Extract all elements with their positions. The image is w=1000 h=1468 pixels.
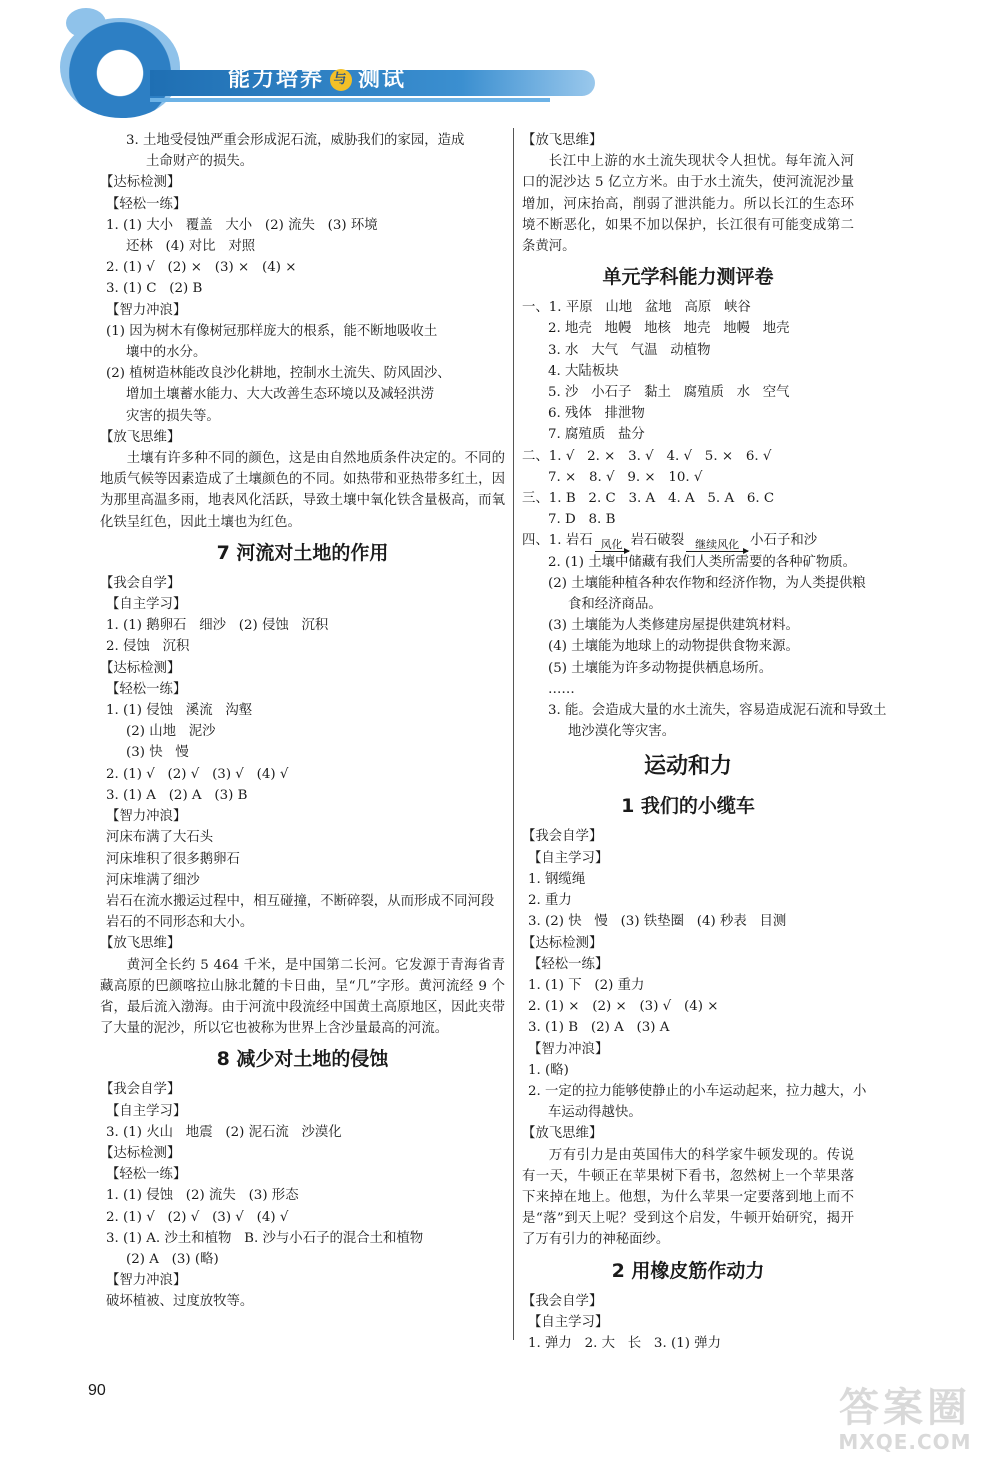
arrow-continued-weathering	[686, 539, 748, 552]
lesson-title: 2 用橡皮筋作动力	[611, 1259, 765, 1282]
subsection-tag: 【自主学习】	[528, 850, 609, 866]
answer-line: 2. (1) √ (2) × (3) × (4) ×	[106, 260, 297, 276]
section-tag: 【达标检测】	[522, 935, 603, 951]
answer-line: 增加土壤蓄水能力、大大改善生态环境以及减轻洪涝	[126, 387, 434, 403]
answer-line: 2. 一定的拉力能够使静止的小车运动起来，拉力越大，小	[528, 1083, 867, 1099]
section-tag: 【达标检测】	[100, 1145, 181, 1161]
answer-line: 3. 能。会造成大量的水土流失，容易造成泥石流和导致土	[548, 703, 887, 719]
answer-line: 3. 土地受侵蚀严重会形成泥石流，威胁我们的家园，造成	[126, 133, 465, 148]
answer-line: (2) 植树造林能改良沙化耕地，控制水土流失、防风固沙、	[106, 366, 451, 382]
reading-paragraph: 万有引力是由英国伟大的科学家牛顿发现的。传说有一天，牛顿正在苹果树下看书，忽然树上一个苹果落下来掉在地上。他想，为什么苹果一定要落到地上而不是“落”到天上呢？受到这个启发，牛顿开始研究，揭开了万有引力的神秘面纱。	[522, 1147, 854, 1248]
answer-line: 1. 钢缆绳	[528, 871, 586, 887]
mascot-logo-icon	[60, 18, 180, 118]
subsection-tag: 【智力冲浪】	[528, 1041, 609, 1057]
answer-line: (1) 因为树木有像树冠那样庞大的根系，能不断地吸收土	[106, 323, 438, 339]
answer-line: 三、1. B 2. C 3. A 4. A 5. A 6. C	[522, 491, 775, 507]
subsection-tag: 【自主学习】	[528, 1314, 609, 1330]
answer-line: 2. 地壳 地幔 地核 地壳 地幔 地壳	[548, 321, 790, 337]
answer-line: (2) 山地 泥沙	[126, 724, 216, 740]
answer-line: 车运动得越快。	[548, 1105, 642, 1121]
answer-line: 7. × 8. √ 9. × 10. √	[548, 469, 703, 485]
book-title-connector: 与	[330, 69, 352, 91]
left-column	[100, 130, 505, 1313]
right-column	[522, 130, 887, 1354]
header-underline	[150, 98, 550, 102]
answer-line: 3. (1) B (2) A (3) A	[528, 1020, 670, 1036]
reading-paragraph: 长江中上游的水土流失现状令人担忧。每年流入河口的泥沙达 5 亿立方米。由于水土流失，使河流泥沙量增加，河床抬高，削弱了泄洪能力。所以长江的生态环境不断恶化，如果不加以保护，长江很有可能变成第二条黄河。	[522, 154, 854, 255]
answer-line: (2) 土壤能种植各种农作物和经济作物，为人类提供粮	[548, 575, 866, 591]
answer-line: 河床布满了大石头	[106, 830, 214, 846]
answer-line: 2. (1) √ (2) √ (3) √ (4) √	[106, 1209, 289, 1225]
subsection-tag: 【轻松一练】	[106, 1167, 187, 1183]
weathering-process-line	[522, 530, 854, 551]
answer-line: (3) 快 慢	[126, 745, 189, 761]
answer-line: 还林 (4) 对比 对照	[126, 239, 256, 255]
arrow-label-continued-weathering: 继续风化	[695, 537, 740, 551]
answer-line: 1. (1) 侵蚀 (2) 流失 (3) 形态	[106, 1188, 299, 1204]
book-title-part2: 测试	[358, 67, 407, 92]
answer-line: 7. D 8. B	[548, 512, 616, 528]
arrow-right-icon	[686, 551, 748, 552]
answer-line: 岩石在流水搬运过程中，相互碰撞，不断碎裂，从而形成不同河段岩石的不同形态和大小。	[106, 893, 495, 931]
answer-line: 3. 水 大气 气温 动植物	[548, 342, 711, 358]
section-tag: 【放飞思维】	[100, 429, 181, 445]
answer-line: (2) A (3) (略)	[126, 1251, 219, 1267]
column-divider	[513, 128, 514, 1340]
answer-line: 3. (1) 火山 地震 (2) 泥石流 沙漠化	[106, 1124, 342, 1140]
reading-paragraph: 黄河全长约 5 464 千米，是中国第二长河。它发源于青海省青藏高原的巴颜喀拉山脉北麓的卡日曲，呈“几”字形。黄河流经 9 个省，最后流入渤海。由于河流中段流经中国黄土高原地区，因此夹带了大量的泥沙，所以它也被称为世界上含沙量最高的河流。	[100, 957, 505, 1037]
answer-line: 4. 大陆板块	[548, 363, 619, 379]
lesson-title: 8 减少对土地的侵蚀	[216, 1048, 389, 1071]
subsection-tag: 【自主学习】	[106, 597, 187, 613]
answer-line: 灾害的损失等。	[126, 408, 220, 424]
subsection-tag: 【自主学习】	[106, 1103, 187, 1119]
book-title	[228, 64, 406, 96]
subsection-tag: 【智力冲浪】	[106, 302, 187, 318]
reading-paragraph: 土壤有许多种不同的颜色，这是由自然地质条件决定的。不同的地质气候等因素造成了土壤颜色的不同。如热带和亚热带多红土，因为那里高温多雨，地表风化活跃，导致土壤中氧化铁含量极高，而氧化铁呈红色，因此土壤也为红色。	[100, 451, 505, 530]
process-step-rock: 四、1. 岩石	[522, 533, 593, 549]
watermark-text: 答案圈	[839, 1385, 971, 1431]
answer-line: 3. (1) C (2) B	[106, 281, 203, 297]
unit-title: 运动和力	[643, 754, 732, 780]
answer-line: 土命财产的损失。	[146, 154, 254, 170]
answer-line: 7. 腐殖质 盐分	[548, 427, 645, 443]
answer-line: 食和经济商品。	[568, 597, 662, 613]
subsection-tag: 【轻松一练】	[106, 681, 187, 697]
answer-line: 1. 弹力 2. 大 长 3. (1) 弹力	[528, 1335, 721, 1351]
answer-line: 3. (2) 快 慢 (3) 铁垫圈 (4) 秒表 目测	[528, 914, 787, 930]
answer-line: 河床堆满了细沙	[106, 872, 200, 888]
answer-line: 破坏植被、过度放牧等。	[106, 1294, 254, 1310]
answer-line: 地沙漠化等灾害。	[568, 724, 676, 740]
answer-line: 2. 重力	[528, 893, 572, 909]
page-header	[0, 0, 1000, 120]
answer-line: 5. 沙 小石子 黏土 腐殖质 水 空气	[548, 385, 790, 401]
section-tag: 【放飞思维】	[100, 936, 181, 952]
arrow-weathering	[595, 539, 629, 552]
answer-line: 1. (1) 大小 覆盖 大小 (2) 流失 (3) 环境	[106, 217, 378, 233]
process-step-pebbles-sand: 小石子和沙	[750, 533, 818, 549]
lesson-title: 1 我们的小缆车	[621, 795, 755, 818]
answer-line: (3) 土壤能为人类修建房屋提供建筑材料。	[548, 618, 799, 634]
section-tag: 【我会自学】	[522, 1293, 603, 1309]
page-number: 90	[88, 1382, 106, 1399]
answer-line: 河床堆积了很多鹅卵石	[106, 851, 240, 867]
section-tag: 【放飞思维】	[522, 133, 603, 148]
answer-line: 2. (1) × (2) × (3) √ (4) ×	[528, 999, 719, 1015]
subsection-tag: 【轻松一练】	[106, 196, 187, 212]
answer-line: (5) 土壤能为许多动物提供栖息场所。	[548, 660, 773, 676]
arrow-right-icon	[595, 551, 629, 552]
answer-line: 2. (1) √ (2) √ (3) √ (4) √	[106, 766, 289, 782]
book-title-part1: 能力培养	[228, 67, 325, 92]
answer-line: 3. (1) A. 沙土和植物 B. 沙与小石子的混合土和植物	[106, 1230, 424, 1246]
lesson-title: 7 河流对土地的作用	[216, 541, 389, 564]
answer-line: 1. (略)	[528, 1062, 569, 1078]
watermark-url: MXQE.COM	[838, 1430, 972, 1454]
subsection-tag: 【智力冲浪】	[106, 1273, 187, 1289]
unit-test-title: 单元学科能力测评卷	[602, 266, 774, 289]
answer-line: 3. (1) A (2) A (3) B	[106, 787, 248, 803]
answer-line: 6. 残体 排泄物	[548, 406, 645, 422]
subsection-tag: 【轻松一练】	[528, 956, 609, 972]
section-tag: 【达标检测】	[100, 660, 181, 676]
section-tag: 【达标检测】	[100, 175, 181, 191]
section-tag: 【我会自学】	[100, 575, 181, 591]
answer-line: 2. (1) 土壤中储藏有我们人类所需要的各种矿物质。	[548, 554, 857, 570]
subsection-tag: 【智力冲浪】	[106, 809, 187, 825]
answer-line: 一、1. 平原 山地 盆地 高原 峡谷	[522, 300, 751, 316]
section-tag: 【我会自学】	[100, 1082, 181, 1098]
answer-line: 1. (1) 侵蚀 溪流 沟壑	[106, 703, 253, 719]
answer-line: 1. (1) 鹅卵石 细沙 (2) 侵蚀 沉积	[106, 618, 329, 634]
process-step-cracked-rock: 岩石破裂	[630, 533, 685, 549]
answer-line: 壤中的水分。	[126, 345, 207, 361]
arrow-label-weathering: 风化	[600, 537, 623, 551]
answer-line: ……	[548, 681, 575, 697]
answer-line: 1. (1) 下 (2) 重力	[528, 977, 645, 993]
answer-line: 二、1. √ 2. × 3. √ 4. √ 5. × 6. √	[522, 448, 772, 464]
answer-line: (4) 土壤能为地球上的动物提供食物来源。	[548, 639, 799, 655]
watermark-logo	[820, 1385, 990, 1457]
section-tag: 【放飞思维】	[522, 1126, 603, 1142]
section-tag: 【我会自学】	[522, 829, 603, 845]
answer-line: 2. 侵蚀 沉积	[106, 639, 190, 655]
